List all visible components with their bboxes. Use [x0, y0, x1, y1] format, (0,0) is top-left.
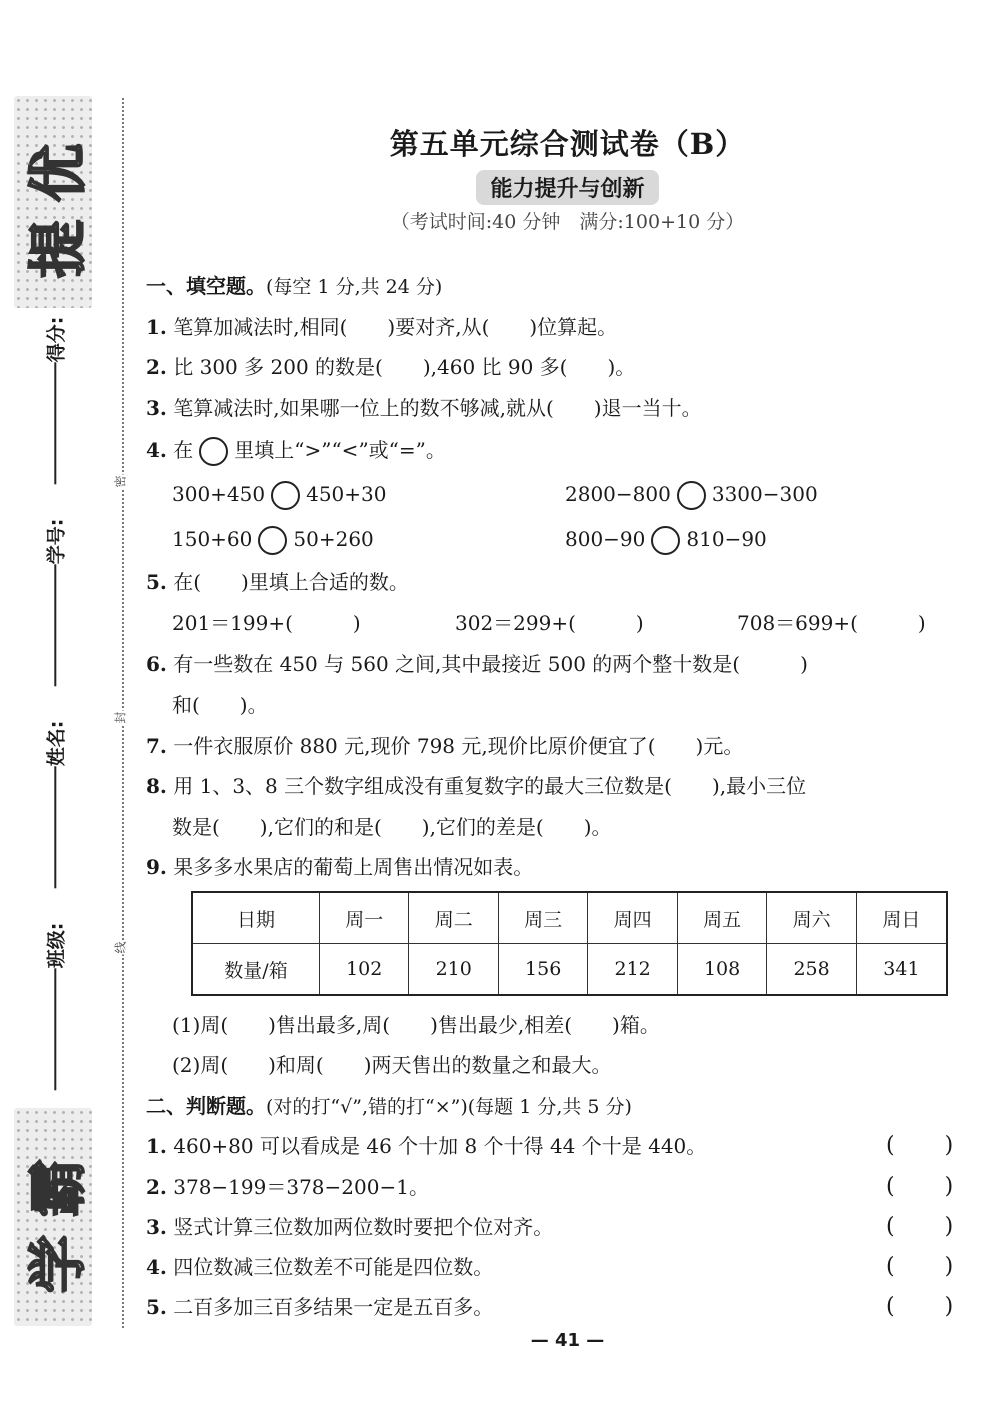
exam-info: （考试时间:40 分钟 满分:100+10 分）: [390, 211, 745, 233]
compare-left: 800−90: [565, 527, 646, 551]
page-title: 第五单元综合测试卷（B）: [389, 127, 746, 161]
question-number: 8.: [146, 774, 167, 798]
question-7: [146, 731, 743, 761]
compare-item-2: [565, 479, 818, 510]
name-field[interactable]: [20, 722, 90, 892]
student-id-field[interactable]: [20, 520, 90, 690]
section1-title: 一、填空题。: [146, 274, 266, 298]
question-text: 378−199＝378−200−1。: [173, 1175, 429, 1199]
question-2: [146, 352, 635, 382]
judge-answer-box[interactable]: ( ): [886, 1214, 956, 1239]
question-text: 有一些数在 450 与 560 之间,其中最接近 500 的两个整十数是( ): [173, 652, 808, 676]
question-number: 1.: [146, 315, 167, 339]
judge-item-3: [146, 1212, 553, 1242]
question-number: 2.: [146, 1175, 167, 1199]
question-number: 3.: [146, 1215, 167, 1239]
table-cell: 156: [498, 944, 587, 996]
compare-item-4: [565, 524, 767, 555]
table-header-row: [192, 892, 947, 944]
question-text: 460+80 可以看成是 46 个十加 8 个十得 44 个十是 440。: [173, 1134, 707, 1158]
question-9-sub1: (1)周( )售出最多,周( )售出最少,相差( )箱。: [172, 1013, 660, 1037]
table-header-cell: 日期: [192, 892, 320, 944]
compare-left: 150+60: [172, 527, 253, 551]
question-text: 二百多加三百多结果一定是五百多。: [173, 1295, 494, 1319]
question-number: 1.: [146, 1134, 167, 1158]
compare-answer-circle[interactable]: [677, 481, 706, 510]
compare-right: 3300−300: [711, 482, 818, 506]
question-4: [146, 435, 446, 466]
judge-answer-box[interactable]: ( ): [886, 1294, 956, 1319]
student-id-label: 学号:: [45, 518, 68, 564]
question-text: 一件衣服原价 880 元,现价 798 元,现价比原价便宜了( )元。: [173, 734, 744, 758]
compare-left: 2800−800: [565, 482, 671, 506]
compare-left: 300+450: [172, 482, 266, 506]
table-cell: 341: [856, 944, 947, 996]
question-text: 果多多水果店的葡萄上周售出情况如表。: [173, 855, 534, 879]
fold-char-seal-1: 密: [109, 474, 132, 488]
section1-note: (每空 1 分,共 24 分): [266, 276, 443, 298]
question-text: 四位数减三位数差不可能是四位数。: [173, 1255, 494, 1279]
question-text-post: 里填上“>”“<”或“=”。: [234, 438, 446, 462]
table-cell: 212: [588, 944, 677, 996]
compare-right: 50+260: [293, 527, 374, 551]
fill-item-3: 708＝699+( ): [737, 611, 926, 635]
question-number: 4.: [146, 1255, 167, 1279]
compare-answer-circle[interactable]: [271, 481, 300, 510]
compare-right: 810−90: [686, 527, 767, 551]
top-decorative-label: [14, 96, 92, 308]
question-9-sub2: (2)周( )和周( )两天售出的数量之和最大。: [172, 1053, 612, 1077]
question-text: 在( )里填上合适的数。: [173, 570, 409, 594]
question-text: 比 300 多 200 的数是( ),460 比 90 多( )。: [173, 355, 636, 379]
name-label: 姓名:: [45, 720, 68, 766]
question-number: 9.: [146, 855, 167, 879]
question-6-line2: 和( )。: [172, 693, 268, 717]
question-text: 竖式计算三位数加两位数时要把个位对齐。: [173, 1215, 554, 1239]
compare-answer-circle[interactable]: [258, 526, 287, 555]
compare-item-1: [172, 479, 387, 510]
table-cell: 258: [767, 944, 856, 996]
question-text: 用 1、3、8 三个数字组成没有重复数字的最大三位数是( ),最小三位: [173, 774, 807, 798]
compare-circle-icon: [199, 437, 228, 466]
table-cell: 210: [409, 944, 498, 996]
fill-item-2: 302＝299+( ): [455, 611, 644, 635]
question-6: [146, 649, 808, 679]
judge-item-4: [146, 1252, 493, 1282]
question-number: 4.: [146, 438, 167, 462]
bottom-label-text: 学霸: [24, 1140, 93, 1294]
judge-item-5: [146, 1292, 493, 1322]
fill-item-1: 201＝199+( ): [172, 611, 361, 635]
score-field[interactable]: [20, 318, 90, 488]
question-number: 6.: [146, 652, 167, 676]
fold-char-seal-2: 封: [109, 710, 132, 724]
score-label: 得分:: [45, 316, 68, 362]
question-number: 7.: [146, 734, 167, 758]
table-header-cell: 周日: [856, 892, 947, 944]
class-label: 班级:: [45, 922, 68, 968]
question-number: 3.: [146, 396, 167, 420]
table-row: [192, 944, 947, 996]
question-number: 5.: [146, 1295, 167, 1319]
question-9: [146, 852, 533, 882]
question-text-pre: 在: [173, 438, 194, 462]
page-subtitle: 能力提升与创新: [476, 170, 658, 205]
judge-item-1: [146, 1131, 706, 1161]
question-text: 笔算加减法时,相同( )要对齐,从( )位算起。: [173, 315, 618, 339]
class-field[interactable]: [20, 924, 90, 1094]
judge-answer-box[interactable]: ( ): [886, 1254, 956, 1279]
section1-heading: [146, 271, 442, 302]
table-header-cell: 周三: [498, 892, 587, 944]
table-cell: 108: [677, 944, 766, 996]
judge-answer-box[interactable]: ( ): [886, 1133, 956, 1158]
fold-char-line: 线: [109, 940, 132, 954]
compare-right: 450+30: [306, 482, 387, 506]
section2-heading: [146, 1091, 632, 1122]
judge-answer-box[interactable]: ( ): [886, 1174, 956, 1199]
section2-note: (对的打“√”,错的打“×”)(每题 1 分,共 5 分): [266, 1096, 632, 1118]
table-header-cell: 周二: [409, 892, 498, 944]
student-info-fields: [20, 318, 90, 1103]
question-1: [146, 312, 617, 342]
table-cell: 102: [320, 944, 409, 996]
table-cell: 数量/箱: [192, 944, 320, 996]
question-number: 5.: [146, 570, 167, 594]
table-header-cell: 周四: [588, 892, 677, 944]
question-8-line2: 数是( ),它们的和是( ),它们的差是( )。: [172, 815, 612, 839]
page-number: — 41 —: [530, 1330, 605, 1351]
bottom-decorative-label: [14, 1108, 92, 1326]
compare-item-3: [172, 524, 374, 555]
table-header-cell: 周一: [320, 892, 409, 944]
table-header-cell: 周五: [677, 892, 766, 944]
question-8: [146, 771, 806, 801]
top-label-text: 提优: [24, 125, 93, 279]
section2-title: 二、判断题。: [146, 1094, 266, 1118]
table-header-cell: 周六: [767, 892, 856, 944]
compare-answer-circle[interactable]: [651, 526, 680, 555]
judge-item-2: [146, 1172, 429, 1202]
question-5: [146, 567, 409, 597]
question-number: 2.: [146, 355, 167, 379]
grape-sales-table: [191, 891, 948, 996]
question-text: 笔算减法时,如果哪一位上的数不够减,就从( )退一当十。: [173, 396, 702, 420]
question-3: [146, 393, 702, 423]
